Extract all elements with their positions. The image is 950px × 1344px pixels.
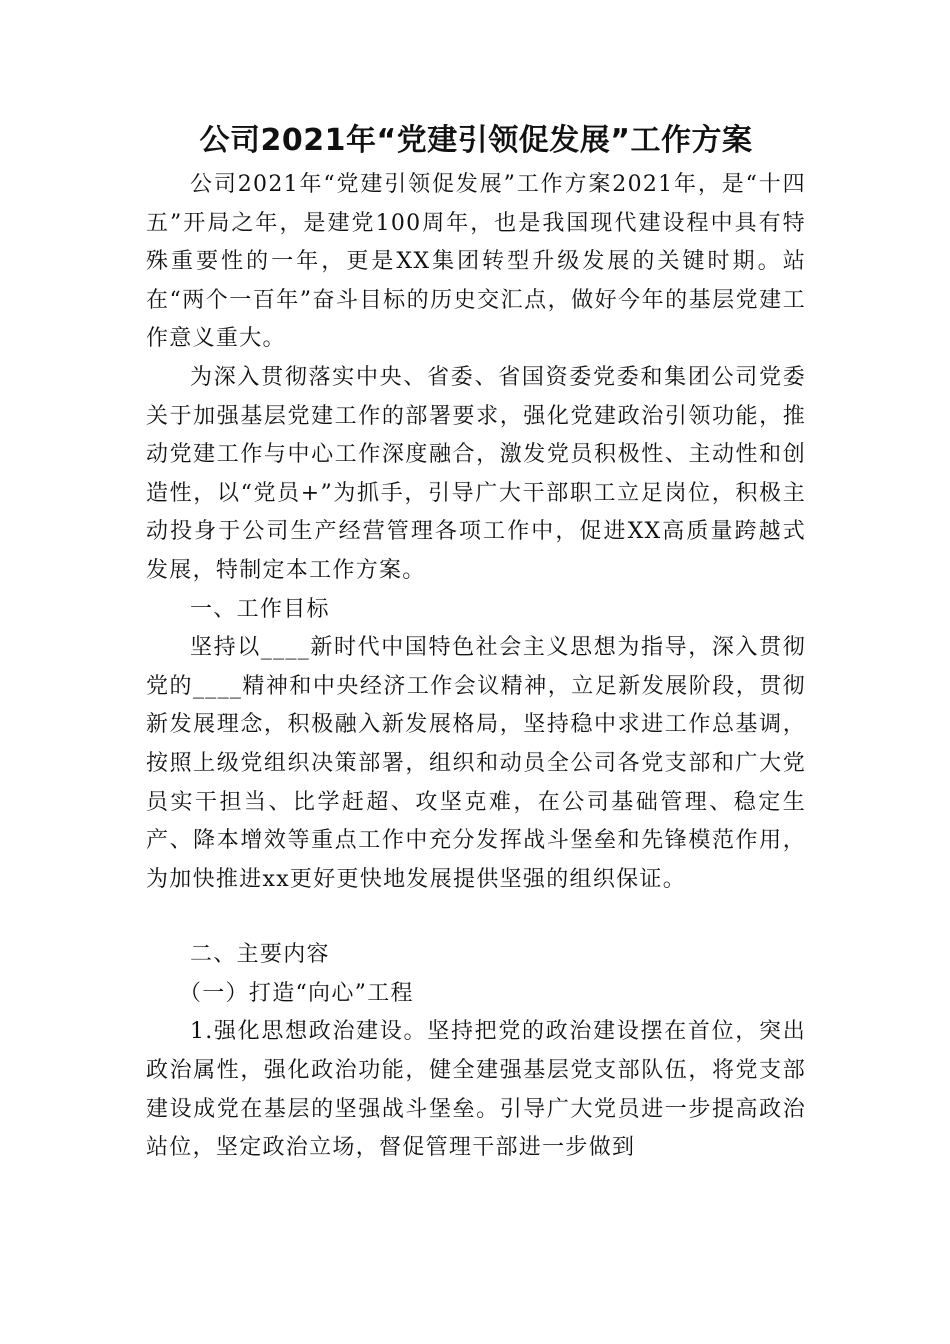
goals-paragraph: 坚持以____新时代中国特色社会主义思想为指导，深入贯彻党的____精神和中央经济工作会议精神，立足新发展阶段，贯彻新发展理念，积极融入新发展格局，坚持稳中求进工作总基调，按照上级党组织决策部署，组织和动员全公司各党支部和广大党员实干担当、比学赶超、攻坚克难，在公司基础管理、稳定生产、降本增效等重点工作中充分发挥战斗堡垒和先锋模范作用，为加快推进xx更好更快地发展提供坚强的组织保证。 bbox=[146, 635, 806, 892]
purpose-paragraph: 为深入贯彻落实中央、省委、省国资委党委和集团公司党委关于加强基层党建工作的部署要求，强化党建政治引领功能，推动党建工作与中心工作深度融合，激发党员积极性、主动性和创造性，以“党员+”为抓手，引导广大干部职工立足岗位，积极主动投身于公司生产经营管理各项工作中，促进XX高质量跨越式发展，特制定本工作方案。 bbox=[146, 364, 806, 583]
subsection-heading: （一）打造“向心”工程 bbox=[179, 980, 414, 1006]
document-title: 公司2021年“党建引领促发展”工作方案 bbox=[199, 123, 753, 158]
intro-paragraph: 公司2021年“党建引领促发展”工作方案2021年，是“十四五”开局之年，是建党100周年，也是我国现代建设程中具有特殊重要性的一年，更是XX集团转型升级发展的关键时期。站在“两个一百年”奋斗目标的历史交汇点，做好今年的基层党建工作意义重大。 bbox=[146, 172, 806, 352]
document-page bbox=[146, 118, 806, 1168]
blank-line bbox=[146, 899, 806, 936]
item-1-paragraph: 1.强化思想政治建设。坚持把党的政治建设摆在首位，突出政治属性，强化政治功能，健全建强基层党支部队伍，将党支部建设成党在基层的坚强战斗堡垒。引导广大党员进一步提高政治站位，坚定政治立场，督促管理干部进一步做到 bbox=[146, 1019, 806, 1161]
section-heading-content: 二、主要内容 bbox=[190, 942, 330, 968]
section-heading-goals: 一、工作目标 bbox=[190, 596, 330, 622]
